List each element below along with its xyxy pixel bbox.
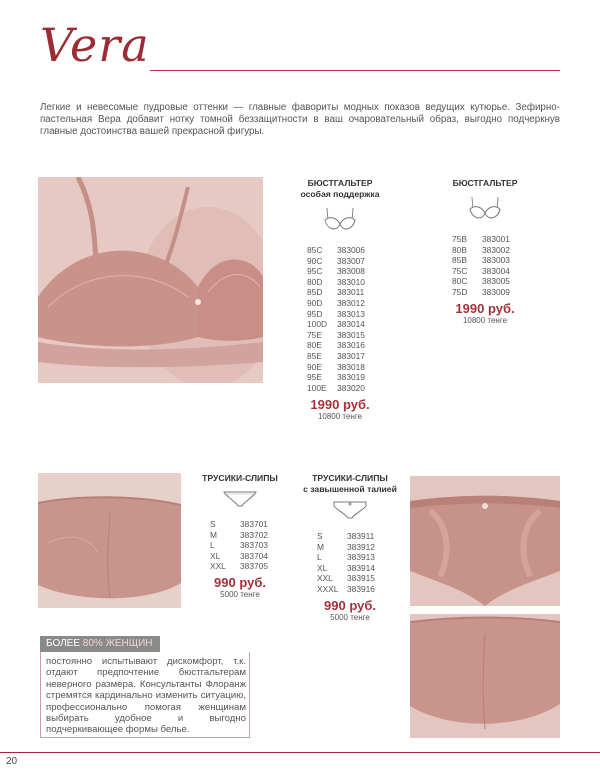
briefs-sizes <box>210 519 290 572</box>
bra-tenge: 10800 тенге <box>462 315 508 325</box>
bra-support-sizes <box>307 245 395 393</box>
size-row <box>317 584 405 595</box>
size-row <box>307 383 395 394</box>
size-label: M <box>210 529 217 540</box>
briefs-high-block <box>295 473 405 622</box>
article-code: 383914 <box>347 562 375 573</box>
article-code: 383913 <box>347 552 375 563</box>
size-row <box>307 245 395 256</box>
article-code: 383015 <box>337 329 365 340</box>
bra-sizes <box>452 234 540 298</box>
size-label: 75E <box>307 329 322 340</box>
size-label: 75C <box>452 265 468 276</box>
briefs-high-price: 990 руб. <box>324 597 376 613</box>
size-label: 95C <box>307 266 323 277</box>
size-label: 90D <box>307 297 323 308</box>
bra-outline-icon <box>285 206 395 239</box>
article-code: 383916 <box>347 583 375 594</box>
size-row <box>452 245 540 256</box>
article-code: 383012 <box>337 297 365 308</box>
size-row <box>307 277 395 288</box>
size-label: 75B <box>452 234 467 244</box>
size-row <box>307 340 395 351</box>
size-row <box>307 351 395 362</box>
article-code: 383020 <box>337 382 365 393</box>
article-code: 383004 <box>482 265 510 276</box>
article-code: 383915 <box>347 573 375 584</box>
size-row <box>452 255 540 266</box>
article-code: 383705 <box>240 561 268 572</box>
briefs-high-sizes <box>317 531 405 595</box>
article-code: 383911 <box>347 531 375 541</box>
size-label: 80C <box>452 276 468 287</box>
page-number: 20 <box>6 756 18 767</box>
briefs-tenge: 5000 тенге <box>220 589 260 599</box>
size-row <box>452 266 540 277</box>
bra-block <box>430 178 540 325</box>
article-code: 383009 <box>482 286 510 297</box>
size-label: L <box>210 540 215 551</box>
briefs-high-photo <box>410 476 560 606</box>
size-row <box>452 287 540 298</box>
bra-support-block <box>285 178 395 421</box>
callout-heading-a: БОЛЕЕ <box>46 638 83 649</box>
size-row <box>210 540 290 551</box>
size-row <box>210 530 290 541</box>
size-label: L <box>317 552 322 563</box>
briefs-photo <box>38 473 181 608</box>
size-row <box>307 362 395 373</box>
size-label: 85C <box>307 245 323 255</box>
briefs-block <box>190 473 290 599</box>
briefs-price: 990 руб. <box>214 574 266 590</box>
briefs-outline-icon <box>190 490 290 513</box>
size-label: 85E <box>307 350 322 361</box>
article-code: 383003 <box>482 255 510 266</box>
bra-support-title: БЮСТГАЛЬТЕР <box>307 178 373 188</box>
article-code: 383008 <box>337 266 365 277</box>
article-code: 383005 <box>482 276 510 287</box>
article-code: 383013 <box>337 308 365 319</box>
size-label: 95E <box>307 372 322 383</box>
article-code: 383001 <box>482 234 510 244</box>
bra-outline-icon <box>430 195 540 228</box>
size-row <box>307 330 395 341</box>
size-row <box>210 561 290 572</box>
size-row <box>307 319 395 330</box>
size-label: XXL <box>317 573 333 584</box>
briefs-high-subtitle: с завышенной талией <box>303 484 397 494</box>
callout-text: постоянно испытывают дискомфорт, т.к. отдают предпочтение бюстгальтерам неверного размера. Консультанты Флоранж стремятся кардинально изменить ситуацию, профессионально помогая женщинам выбирать удобное и выгодно подчеркивающее формы белье. <box>46 656 246 736</box>
bra-support-price: 1990 руб. <box>310 397 370 413</box>
size-label: 75D <box>452 286 468 297</box>
intro-text: Легкие и невесомые пудровые оттенки — главные фавориты модных показов ведущих кутюрье. Зефирно-пастельная Вера добавит нотку томной беззащитности в ваш очаровательный образ, выгодно подчеркнув главные достоинства вашей прекрасной фигуры. <box>40 102 560 137</box>
article-code: 383017 <box>337 350 365 361</box>
size-label: S <box>317 531 323 541</box>
brand-divider <box>150 70 560 71</box>
briefs-high-back-photo <box>410 614 560 738</box>
size-row <box>452 276 540 287</box>
article-code: 383704 <box>240 550 268 561</box>
article-code: 383702 <box>240 529 268 540</box>
size-row <box>210 519 290 530</box>
size-row <box>317 563 405 574</box>
bra-title: БЮСТГАЛЬТЕР <box>452 178 518 188</box>
article-code: 383018 <box>337 361 365 372</box>
article-code: 383016 <box>337 340 365 351</box>
size-row <box>317 573 405 584</box>
size-label: 80D <box>307 276 323 287</box>
article-code: 383010 <box>337 276 365 287</box>
size-label: XXXL <box>317 583 339 594</box>
size-row <box>307 287 395 298</box>
article-code: 383912 <box>347 541 375 552</box>
size-label: 100E <box>307 382 327 393</box>
size-row <box>307 372 395 383</box>
article-code: 383014 <box>337 319 365 330</box>
size-label: 80B <box>452 244 467 255</box>
size-label: 80E <box>307 340 322 351</box>
bra-support-subtitle: особая поддержка <box>300 189 380 199</box>
article-code: 383703 <box>240 540 268 551</box>
article-code: 383701 <box>240 519 268 529</box>
briefs-high-title: ТРУСИКИ-СЛИПЫ <box>312 473 388 483</box>
size-label: 95D <box>307 308 323 319</box>
callout-heading <box>40 636 160 652</box>
briefs-high-outline-icon <box>295 500 405 525</box>
article-code: 383002 <box>482 244 510 255</box>
size-row <box>210 551 290 562</box>
bra-support-tenge: 10800 тенге <box>317 412 363 422</box>
size-label: XL <box>317 562 328 573</box>
footer-divider <box>0 752 600 753</box>
size-row <box>317 542 405 553</box>
bra-price: 1990 руб. <box>455 300 515 316</box>
size-label: XXL <box>210 561 226 572</box>
bra-photo <box>38 177 263 383</box>
size-label: S <box>210 519 216 529</box>
size-row <box>307 256 395 267</box>
article-code: 383006 <box>337 245 365 255</box>
size-label: 90E <box>307 361 322 372</box>
size-row <box>317 552 405 563</box>
briefs-high-tenge: 5000 тенге <box>330 612 370 622</box>
size-label: 100D <box>307 319 328 330</box>
size-label: M <box>317 541 324 552</box>
callout-heading-b: 80% ЖЕНЩИН <box>82 638 153 649</box>
size-row <box>307 266 395 277</box>
briefs-title: ТРУСИКИ-СЛИПЫ <box>202 473 278 483</box>
size-row <box>307 309 395 320</box>
size-label: XL <box>210 550 221 561</box>
size-label: 85D <box>307 287 323 298</box>
article-code: 383011 <box>337 287 365 298</box>
article-code: 383007 <box>337 255 365 266</box>
size-label: 90C <box>307 255 323 266</box>
brand-title: Vera <box>40 18 150 72</box>
size-label: 85B <box>452 255 467 266</box>
size-row <box>317 531 405 542</box>
size-row <box>452 234 540 245</box>
size-row <box>307 298 395 309</box>
article-code: 383019 <box>337 372 365 383</box>
